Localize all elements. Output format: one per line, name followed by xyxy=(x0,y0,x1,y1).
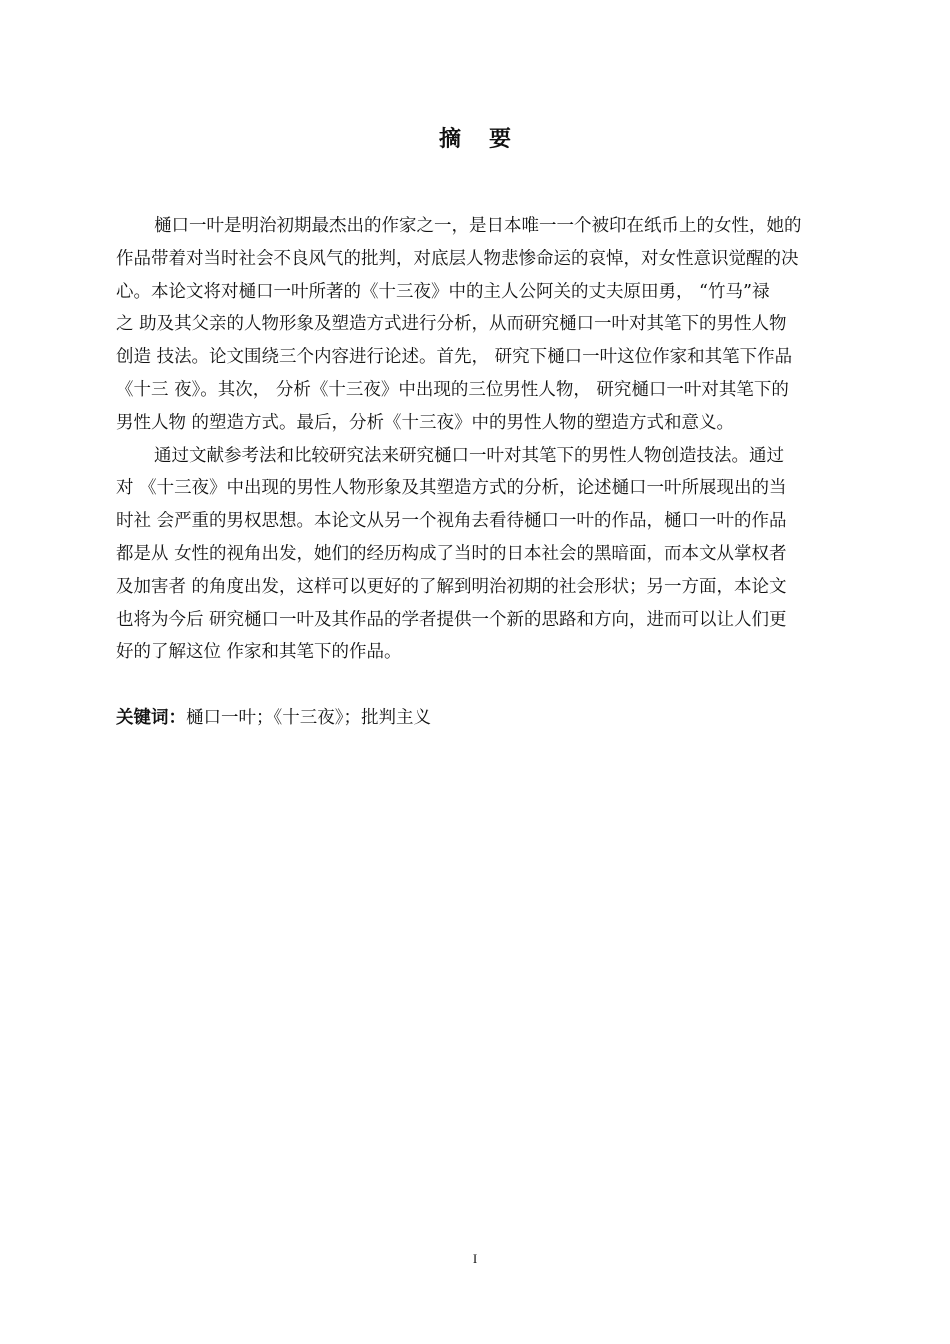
paragraph-2-line: 时社 会严重的男权思想。本论文从另一个视角去看待樋口一叶的作品，樋口一叶的作品 xyxy=(116,511,787,532)
paragraph-1-line: 《十三 夜》。其次， 分析《十三夜》中出现的三位男性人物， 研究樋口一叶对其笔下的 xyxy=(116,379,789,400)
paragraph-2-line: 对 《十三夜》中出现的男性人物形象及其塑造方式的分析，论述樋口一叶所展现出的当 xyxy=(116,478,787,499)
paragraph-1-line: 樋口一叶是明治初期最杰出的作家之一，是日本唯一一个被印在纸币上的女性，她的 xyxy=(154,216,802,236)
title-char-2: 要 xyxy=(489,127,512,152)
page-number: I xyxy=(472,1251,478,1266)
paragraph-1-line: 男性人物 的塑造方式。最后，分析《十三夜》中的男性人物的塑造方式和意义。 xyxy=(116,412,735,433)
paragraph-1-line: 创造 技法。论文围绕三个内容进行论述。首先， 研究下樋口一叶这位作家和其笔下作品 xyxy=(116,347,793,368)
paragraph-1-line: 之 助及其父亲的人物形象及塑造方式进行分析，从而研究樋口一叶对其笔下的男性人物 xyxy=(116,314,787,335)
paragraph-2-line: 好的了解这位 作家和其笔下的作品。 xyxy=(116,642,402,663)
paragraph-2-line: 都是从 女性的视角出发，她们的经历构成了当时的日本社会的黑暗面，而本文从掌权者 xyxy=(116,543,787,564)
paragraph-2-line: 及加害者 的角度出发，这样可以更好的了解到明治初期的社会形状；另一方面，本论文 xyxy=(116,576,787,597)
abstract-body xyxy=(116,210,852,669)
paragraph-2-line: 通过文献参考法和比较研究法来研究樋口一叶对其笔下的男性人物创造技法。通过 xyxy=(154,445,784,466)
abstract-title xyxy=(0,122,950,153)
paragraph-1-line: 作品带着对当时社会不良风气的批判，对底层人物悲惨命运的哀悼，对女性意识觉醒的决 xyxy=(116,248,799,269)
keywords-line xyxy=(116,704,431,729)
keywords-label: 关键词： xyxy=(116,708,186,728)
title-char-1: 摘 xyxy=(438,127,461,152)
paragraph-2-line: 也将为今后 研究樋口一叶及其作品的学者提供一个新的思路和方向，进而可以让人们更 xyxy=(116,609,787,630)
paragraph-1-line: 心。本论文将对樋口一叶所著的《十三夜》中的主人公阿关的丈夫原田勇， “竹马”禄 xyxy=(116,281,770,302)
keywords-value: 樋口一叶；《十三夜》；批判主义 xyxy=(186,708,431,728)
